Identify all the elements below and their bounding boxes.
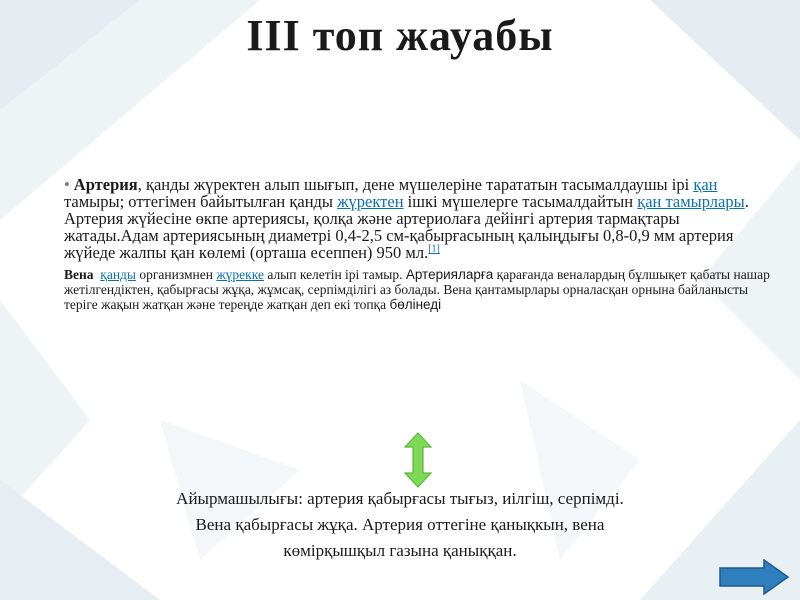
vein-term: Вена [64, 267, 94, 282]
slide-title: III топ жауабы [246, 11, 554, 60]
bullet-icon: • [64, 175, 70, 194]
summary-line-3: көмірқышқыл газына қаныққан. [283, 541, 517, 560]
vein-text-5: бөлінеді [389, 297, 442, 312]
summary-line-1: Айырмашылығы: артерия қабырғасы тығыз, иілгіш, серпімді. [176, 489, 624, 508]
double-arrow-vertical-icon [404, 432, 432, 488]
link-blood-vessels[interactable]: қан тамырлары [637, 192, 745, 211]
link-blood[interactable]: қан [693, 175, 718, 194]
content-area [64, 176, 770, 312]
link-heart[interactable]: жүректен [337, 192, 404, 211]
vein-text-1: организмнен [136, 267, 217, 282]
reference-link[interactable]: [1] [428, 243, 440, 255]
vein-paragraph [64, 267, 770, 312]
artery-text-4: . Артерия жүйесіне өкпе артериясы, қолқа және артериолаға дейінгі артерия тармақтары жатады.Адам артериясының диаметрі 0,4-2,5 см-қабырғасының қалыңдығы 0,8-0,9 мм артерия жүйеде жалпы қан көлемі (орташа есеппен) 950 мл. [64, 192, 749, 262]
summary-line-2: Вена қабырғасы жұқа. Артерия оттегіне қанықкын, вена [195, 515, 605, 534]
vein-text-2: алып келетін ірі тамыр. [263, 267, 406, 282]
link-to-heart[interactable]: жүрекке [216, 267, 264, 282]
arrow-right-icon [720, 560, 788, 594]
next-slide-button[interactable] [718, 559, 790, 595]
artery-term: Артерия [73, 175, 138, 194]
artery-text-2: тамыры; оттегімен байытылған қанды [64, 192, 338, 211]
summary [100, 486, 700, 564]
artery-paragraph [64, 176, 770, 261]
vein-text-4: қарағанда веналардың бұлшықет қабаты нашар жетілгендіктен, қабырғасы жұқа, жұмсақ, серпімділігі аз болады. Вена қантамырлары орналасқан орнына байланысты теріге жақын жатқан және тереңде жатқан деп екі топқа [64, 267, 770, 312]
link-blood-2[interactable]: қанды [100, 267, 136, 282]
vein-text-3: Артерияларға [405, 267, 494, 282]
artery-text-1: , қанды жүректен алып шығып, дене мүшелеріне тарататын тасымалдаушы ірі [137, 175, 694, 194]
artery-text-3: ішкі мүшелерге тасымалдайтын [403, 192, 638, 211]
